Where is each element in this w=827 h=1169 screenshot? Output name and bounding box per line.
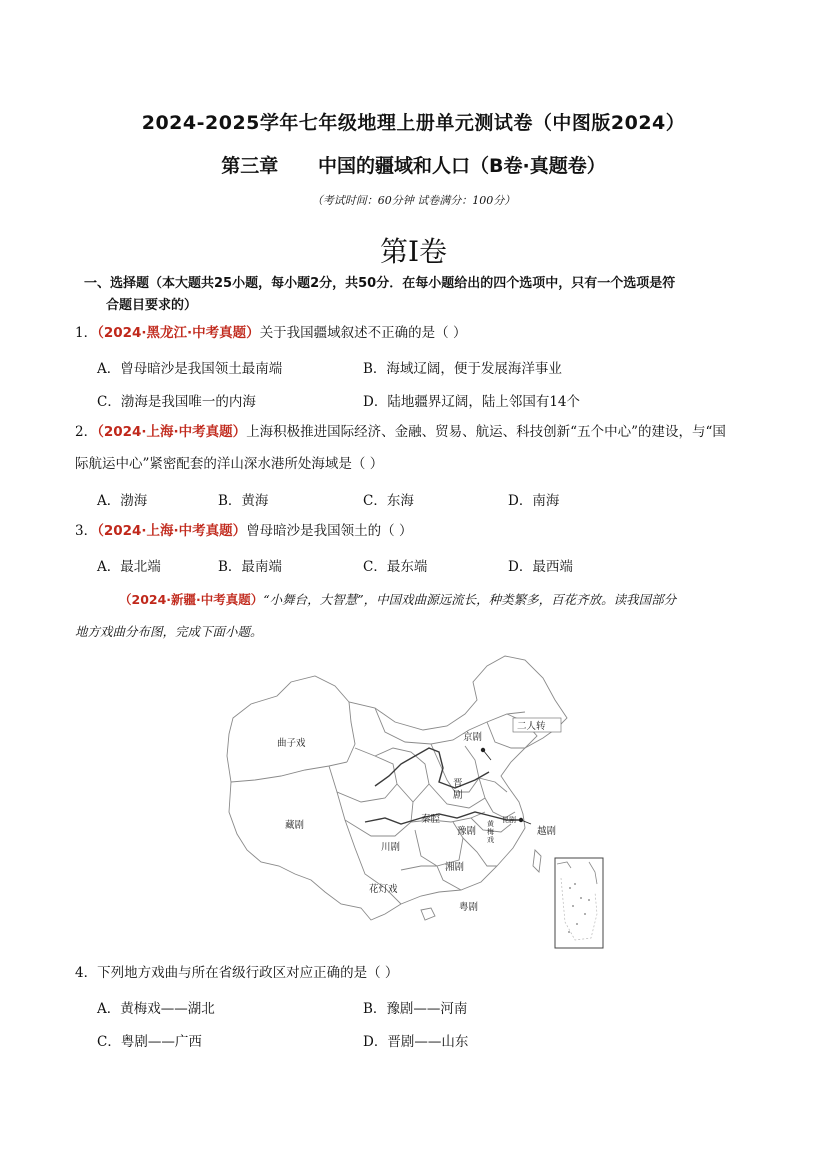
label-qinqiang: 秦腔 [421,814,441,825]
label-errenzhuan: 二人转 [517,721,546,732]
taiwan [533,850,541,872]
label-huangmei-2: 梅 [487,828,494,836]
label-kunju: 昆剧 [502,816,516,824]
question-number: 1． [75,325,98,341]
option-3a[interactable]: A．最北端 [97,559,161,575]
question-stem: 关于我国疆域叙述不正确的是（ ） [259,325,467,341]
question-number: 4． [75,965,98,981]
chapter-topic: 中国的疆域和人口（B卷·真题卷） [318,155,606,177]
title-line2 [0,151,827,178]
option-4b[interactable]: B．豫剧——河南 [363,1001,468,1017]
yellow-river [375,748,489,788]
section-line1: 一、选择题（本大题共25小题，每小题2分，共50分．在每小题给出的四个选项中，只有一个选项是符 [84,276,676,291]
section-heading [84,273,764,317]
label-chuanju: 川剧 [381,842,401,853]
label-xiangju: 湘剧 [445,862,465,873]
option-3d[interactable]: D．最西端 [508,559,573,575]
boundary-xinjiang-gansu [347,702,355,762]
chapter-label: 第三章 [221,155,279,177]
china-border [227,656,567,920]
map-outline [227,656,567,920]
intro-line1 [75,584,755,616]
question-source-tag: （2024·上海·中考真题） [97,523,247,539]
question-source-tag: （2024·上海·中考真题） [97,424,247,440]
shanghai-leader [521,820,531,824]
boundary-neimenggu [375,708,525,744]
option-2d[interactable]: D．南海 [508,493,560,509]
exam-info: （考试时间：60分钟 试卷满分：100分） [311,194,516,207]
label-yuju: 豫剧 [457,826,477,837]
question-stem: 下列地方戏曲与所在省级行政区对应正确的是（ ） [97,965,399,981]
question-number: 3． [75,523,98,539]
option-1b[interactable]: B．海域辽阔，便于发展海洋事业 [363,361,562,377]
option-4a[interactable]: A．黄梅戏——湖北 [97,1001,215,1017]
boundary-qinghai [329,748,397,802]
beijing-leader [483,750,491,760]
intro-text: “小舞台，大智慧”，中国戏曲源远流长，种类繁多，百花齐放。读我国部分 [263,592,677,607]
south-china-sea-inset [555,858,603,948]
label-huangmei-3: 戏 [487,836,494,844]
option-1d[interactable]: D．陆地疆界辽阔，陆上邻国有14个 [363,394,581,410]
label-yueju-guangdong: 粤剧 [459,902,479,913]
option-4d[interactable]: D．晋剧——山东 [363,1034,469,1050]
label-zangju: 藏剧 [285,820,305,831]
question-stem: 上海积极推进国际经济、金融、贸易、航运、科技创新“五个中心”的建设，与“国 [246,424,726,440]
option-1c[interactable]: C．渤海是我国唯一的内海 [97,394,256,410]
label-huadengxi: 花灯戏 [369,884,398,895]
label-huangmei-1: 黄 [487,820,494,828]
intro-line2: 地方戏曲分布图，完成下面小题。 [75,624,263,639]
label-jinju-2: 剧 [453,790,463,801]
title-line1: 2024-2025学年七年级地理上册单元测试卷（中图版2024） [141,112,686,134]
volume-title: 第I卷 [379,235,448,268]
option-3c[interactable]: C．最东端 [363,559,428,575]
label-jingju: 京剧 [463,732,483,743]
rivers [365,748,521,824]
hainan [421,908,435,920]
intro-source-tag: （2024·新疆·中考真题） [119,592,264,607]
boundary-xinjiang-tibet [231,762,347,782]
option-2b[interactable]: B．黄海 [218,493,269,509]
option-2a[interactable]: A．渤海 [97,493,148,509]
question-2 [75,416,765,480]
section-line2: 合题目要求的） [106,298,198,313]
question-source-tag: （2024·黑龙江·中考真题） [97,325,260,341]
option-2c[interactable]: C．东海 [363,493,414,509]
question-stem: 曾母暗沙是我国领土的（ ） [246,523,413,539]
label-yueju-zhejiang: 越剧 [537,826,557,837]
label-jinju-1: 晋 [453,778,463,789]
question-4 [75,957,765,989]
label-quzixi: 曲子戏 [277,738,306,749]
city-markers [481,748,531,824]
china-opera-map [225,652,610,952]
option-1a[interactable]: A．曾母暗沙是我国领土最南端 [97,361,283,377]
material-intro [75,584,755,648]
question-stem-line1 [75,416,765,448]
question-stem-line2: 际航运中心”紧密配套的洋山深水港所处海域是（ ） [75,456,384,472]
option-4c[interactable]: C．粤剧——广西 [97,1034,202,1050]
question-number: 2． [75,424,98,440]
boundary-gansu-shaanxi [375,748,429,802]
question-3 [75,515,765,547]
question-1 [75,317,765,349]
boundary-hunan [415,822,463,866]
option-3b[interactable]: B．最南端 [218,559,282,575]
